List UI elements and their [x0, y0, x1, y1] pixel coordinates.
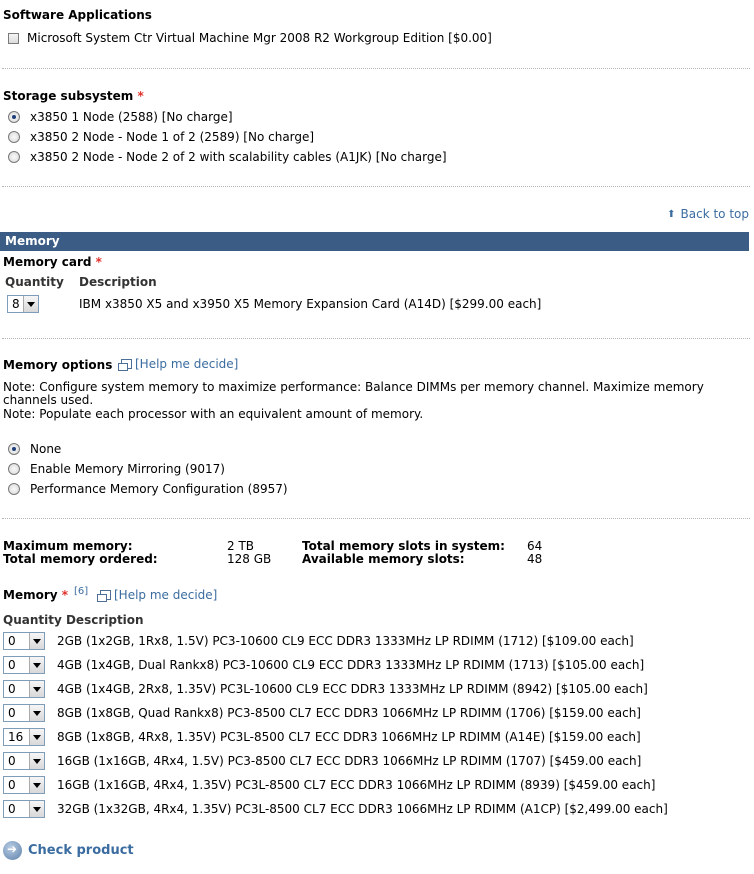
required-mark: * — [61, 588, 69, 602]
memory-row — [3, 632, 634, 650]
chevron-down-icon — [23, 296, 38, 312]
qty-value: 0 — [8, 802, 16, 816]
software-option-row[interactable] — [8, 31, 492, 45]
storage-option-label: x3850 2 Node - Node 1 of 2 (2589) [No charge] — [30, 130, 315, 144]
memory-list-heading — [3, 588, 68, 602]
storage-heading-text: Storage subsystem — [3, 89, 134, 103]
storage-heading — [3, 89, 144, 103]
memory-list-heading-text: Memory — [3, 588, 58, 602]
max-memory-value: 2 TB — [227, 539, 255, 553]
memory-option-0[interactable] — [8, 442, 61, 456]
memory-section-header: Memory — [0, 232, 749, 251]
memory-radio-2[interactable] — [8, 483, 20, 495]
storage-option-label: x3850 2 Node - Node 2 of 2 with scalability cables (A1JK) [No charge] — [30, 150, 447, 164]
chevron-down-icon — [29, 705, 44, 721]
chevron-down-icon — [29, 729, 44, 745]
storage-option-2[interactable] — [8, 150, 447, 164]
memory-row-desc: 16GB (1x16GB, 4Rx4, 1.35V) PC3L-8500 CL7 ECC DDR3 1066MHz LP RDIMM (8939) [$459.00 each] — [57, 778, 656, 792]
divider — [2, 338, 750, 339]
qty-value: 0 — [8, 778, 16, 792]
required-mark: * — [137, 89, 144, 103]
memory-help-link[interactable] — [100, 588, 217, 602]
memory-row — [3, 680, 648, 698]
help-label: [Help me decide] — [114, 588, 218, 602]
chevron-down-icon — [29, 753, 44, 769]
chevron-down-icon — [29, 633, 44, 649]
qty-value: 8 — [12, 297, 20, 311]
memory-note-2: Note: Populate each processor with an equivalent amount of memory. — [3, 407, 424, 421]
chevron-down-icon — [29, 801, 44, 817]
popup-window-icon — [121, 359, 132, 369]
ordered-memory-label: Total memory ordered: — [3, 552, 158, 566]
back-to-top-label: Back to top — [680, 207, 749, 221]
software-checkbox[interactable] — [8, 33, 19, 44]
memory-qty-select[interactable] — [3, 776, 45, 794]
qty-value: 0 — [8, 754, 16, 768]
memory-options-help-link[interactable] — [121, 357, 238, 371]
divider — [2, 518, 750, 519]
memory-row — [3, 728, 641, 746]
memory-qty-select[interactable] — [3, 752, 45, 770]
memory-row-desc: 32GB (1x32GB, 4Rx4, 1.35V) PC3L-8500 CL7 ECC DDR3 1066MHz LP RDIMM (A1CP) [$2,499.00 each] — [57, 802, 668, 816]
memory-radio-1[interactable] — [8, 463, 20, 475]
memory-note-1: Note: Configure system memory to maximize performance: Balance DIMMs per memory channel. Maximize memory channels used. — [3, 380, 704, 407]
memory-option-2[interactable] — [8, 482, 288, 496]
memory-qty-select[interactable] — [3, 800, 45, 818]
memory-qty-select[interactable] — [3, 728, 45, 746]
ordered-memory-value: 128 GB — [227, 552, 272, 566]
memory-row-desc: 8GB (1x8GB, 4Rx8, 1.35V) PC3L-8500 CL7 ECC DDR3 1066MHz LP RDIMM (A14E) [$159.00 each] — [57, 730, 641, 744]
qty-value: 16 — [8, 730, 24, 744]
qty-value: 0 — [8, 706, 16, 720]
up-arrow-icon: ⬆ — [667, 208, 676, 220]
chevron-down-icon — [29, 681, 44, 697]
help-label: [Help me decide] — [135, 357, 239, 371]
arrow-right-icon — [3, 841, 22, 860]
memory-radio-0[interactable] — [8, 443, 20, 455]
memory-qty-select[interactable] — [3, 704, 45, 722]
memory-card-desc: IBM x3850 X5 and x3950 X5 Memory Expansion Card (A14D) [$299.00 each] — [79, 297, 542, 311]
memory-row-desc: 2GB (1x2GB, 1Rx8, 1.5V) PC3-10600 CL9 ECC DDR3 1333MHz LP RDIMM (1712) [$109.00 each] — [57, 634, 634, 648]
qty-value: 0 — [8, 634, 16, 648]
storage-radio-1[interactable] — [8, 131, 20, 143]
memory-list-header: Quantity Description — [3, 613, 144, 627]
divider — [2, 186, 750, 187]
memory-row — [3, 704, 641, 722]
total-slots-label: Total memory slots in system: — [302, 539, 505, 553]
memory-row-desc: 8GB (1x8GB, Quad Rankx8) PC3-8500 CL7 ECC DDR3 1066MHz LP RDIMM (1706) [$159.00 each] — [57, 706, 641, 720]
memory-options-heading: Memory options — [3, 358, 113, 372]
qty-value: 0 — [8, 658, 16, 672]
software-heading: Software Applications — [3, 8, 152, 22]
storage-option-label: x3850 1 Node (2588) [No charge] — [30, 110, 233, 124]
available-slots-label: Available memory slots: — [302, 552, 465, 566]
qty-value: 0 — [8, 682, 16, 696]
memory-option-1[interactable] — [8, 462, 225, 476]
chevron-down-icon — [29, 657, 44, 673]
memory-option-label: None — [30, 442, 62, 456]
total-slots-value: 64 — [527, 539, 543, 553]
storage-radio-2[interactable] — [8, 151, 20, 163]
divider — [2, 68, 750, 69]
memory-row — [3, 752, 641, 770]
max-memory-label: Maximum memory: — [3, 539, 133, 553]
col-description: Description — [79, 275, 157, 289]
memory-qty-select[interactable] — [3, 656, 45, 674]
memory-option-label: Performance Memory Configuration (8957) — [30, 482, 288, 496]
storage-option-0[interactable] — [8, 110, 233, 124]
popup-window-icon — [100, 590, 111, 600]
memory-row-desc: 16GB (1x16GB, 4Rx4, 1.5V) PC3-8500 CL7 ECC DDR3 1066MHz LP RDIMM (1707) [$459.00 each] — [57, 754, 642, 768]
storage-radio-0[interactable] — [8, 111, 20, 123]
memory-count-link[interactable]: [6] — [74, 586, 89, 597]
memory-row-desc: 4GB (1x4GB, Dual Rankx8) PC3-10600 CL9 ECC DDR3 1333MHz LP RDIMM (1713) [$105.00 each] — [57, 658, 645, 672]
check-product-label: Check product — [28, 843, 134, 858]
memory-row — [3, 800, 668, 818]
memory-card-heading — [3, 255, 102, 269]
available-slots-value: 48 — [527, 552, 543, 566]
memory-card-heading-text: Memory card — [3, 255, 92, 269]
check-product-button[interactable] — [3, 841, 134, 860]
memory-row-desc: 4GB (1x4GB, 2Rx8, 1.35V) PC3L-10600 CL9 ECC DDR3 1333MHz LP RDIMM (8942) [$105.00 each] — [57, 682, 648, 696]
back-to-top-link[interactable] — [667, 207, 749, 221]
chevron-down-icon — [29, 777, 44, 793]
software-option-label: Microsoft System Ctr Virtual Machine Mgr 2008 R2 Workgroup Edition [$0.00] — [27, 31, 492, 45]
memory-qty-select[interactable] — [3, 632, 45, 650]
memory-row — [3, 776, 655, 794]
storage-option-1[interactable] — [8, 130, 314, 144]
col-quantity: Quantity — [5, 275, 64, 289]
memory-option-label: Enable Memory Mirroring (9017) — [30, 462, 225, 476]
memory-qty-select[interactable] — [3, 680, 45, 698]
required-mark: * — [95, 255, 102, 269]
memory-card-qty-select[interactable] — [7, 295, 39, 313]
memory-row — [3, 656, 644, 674]
